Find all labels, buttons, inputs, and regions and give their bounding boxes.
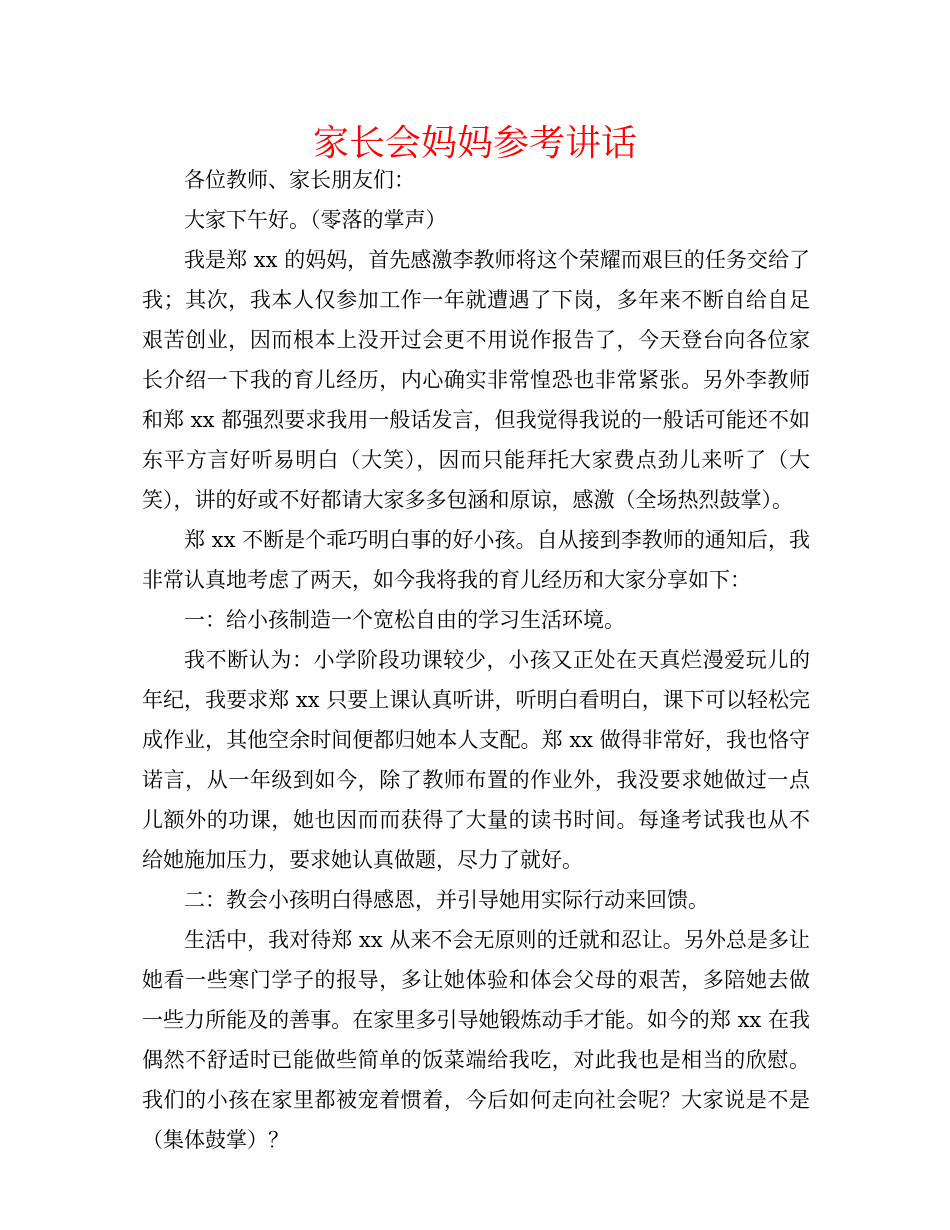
paragraph-greeting: 各位教师、家长朋友们： [184, 168, 415, 192]
paragraph-heading-one: 一：给小孩制造一个宽松自由的学习生活环境。 [184, 608, 625, 632]
paragraph-heading-two: 二：教会小孩明白得感恩，并引导她用实际行动来回馈。 [184, 888, 709, 912]
paragraph-point-one: 我不断认为：小学阶段功课较少，小孩又正处在天真烂漫爱玩儿的年纪，我要求郑 xx 只要上课认真听讲，听明白看明白，课下可以轻松完成作业，其他空余时间便都归她本人支配。郑 xx 做得非常好，我也恪守诺言，从一年级到如今，除了教师布置的作业外，我没要求她做过一点儿额外的功课，她也因而而获得了大量的读书时间。每逢考试我也从不给她施加压力，要求她认真做题，尽力了就好。 [142, 648, 810, 872]
document-body [142, 160, 810, 1160]
paragraph-opening: 大家下午好。（零落的掌声） [184, 208, 447, 232]
paragraph-introduction: 我是郑 xx 的妈妈，首先感激李教师将这个荣耀而艰巨的任务交给了我；其次，我本人仅参加工作一年就遭遇了下岗，多年来不断自给自足艰苦创业，因而根本上没开过会更不用说作报告了，今天登台向各位家长介绍一下我的育儿经历，内心确实非常惶恐也非常紧张。另外李教师和郑 xx 都强烈要求我用一般话发言，但我觉得我说的一般话可能还不如东平方言好听易明白（大笑），因而只能拜托大家费点劲儿来听了（大笑），讲的好或不好都请大家多多包涵和原谅，感激（全场热烈鼓掌）。 [142, 248, 810, 512]
document-title: 家长会妈妈参考讲话 [312, 123, 637, 164]
paragraph-child-description: 郑 xx 不断是个乖巧明白事的好小孩。自从接到李教师的通知后，我非常认真地考虑了两天，如今我将我的育儿经历和大家分享如下： [142, 528, 810, 592]
paragraph-point-two: 生活中，我对待郑 xx 从来不会无原则的迁就和忍让。另外总是多让她看一些寒门学子的报导，多让她体验和体会父母的艰苦，多陪她去做一些力所能及的善事。在家里多引导她锻炼动手才能。如今的郑 xx 在我偶然不舒适时已能做些简单的饭菜端给我吃，对此我也是相当的欣慰。我们的小孩在家里都被宠着惯着，今后如何走向社会呢？大家说是不是（集体鼓掌）？ [142, 928, 810, 1152]
